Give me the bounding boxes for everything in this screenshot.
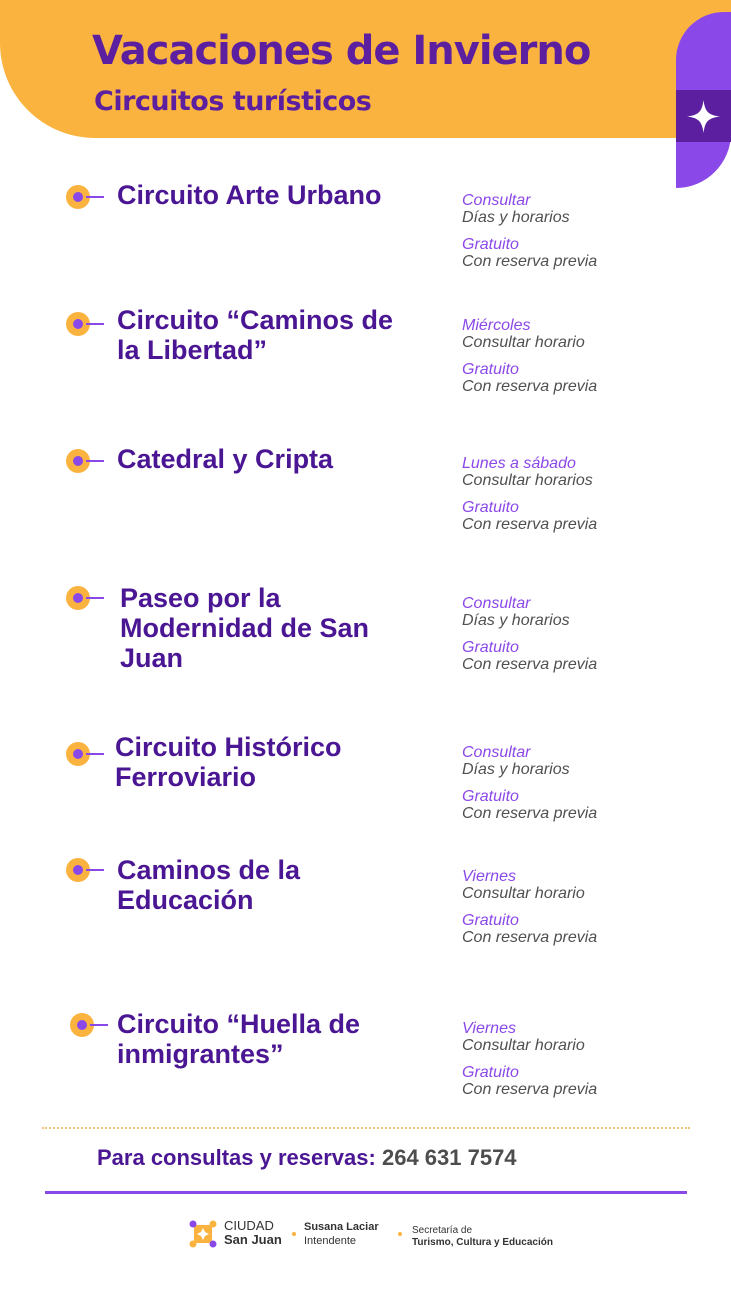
schedule-highlight: Consultar [462, 192, 531, 209]
dotted-divider [42, 1127, 690, 1129]
header-banner [0, 0, 731, 138]
circuit-name: Circuito Histórico Ferroviario [115, 732, 342, 792]
price-highlight: Gratuito [462, 639, 519, 656]
circuit-info [462, 595, 722, 673]
circuit-name: Circuito “Huella de inmigrantes” [117, 1009, 361, 1069]
schedule-highlight: Consultar [462, 744, 531, 761]
price-highlight: Gratuito [462, 912, 519, 929]
secretariat-line1: Secretaría de [412, 1225, 473, 1236]
circuit-name: Paseo por la Modernidad de San Juan [120, 583, 370, 673]
circuit-info [462, 744, 722, 822]
bullet-pin-icon [70, 1012, 110, 1038]
price-text: Con reserva previa [462, 378, 598, 395]
schedule-text: Consultar horario [462, 1037, 585, 1054]
circuit-info [462, 192, 722, 270]
price-text: Con reserva previa [462, 516, 598, 533]
schedule-highlight: Miércoles [462, 317, 531, 334]
schedule-text: Consultar horario [462, 885, 585, 902]
footer-divider [45, 1191, 687, 1194]
price-highlight: Gratuito [462, 1064, 519, 1081]
footer-separator-dot [292, 1232, 296, 1236]
circuit-info [462, 317, 722, 395]
corner-decoration [676, 12, 731, 188]
circuit-name: Caminos de la Educación [117, 855, 301, 915]
contact-line [97, 1145, 517, 1171]
price-text: Con reserva previa [462, 805, 598, 822]
circuit-info [462, 868, 722, 946]
contact-phone[interactable]: 264 631 7574 [381, 1145, 517, 1170]
bullet-pin-icon [66, 857, 106, 883]
mayor-name: Susana Laciar [304, 1221, 379, 1233]
bullet-pin-icon [66, 184, 106, 210]
schedule-text: Consultar horarios [462, 472, 593, 489]
schedule-highlight: Lunes a sábado [462, 455, 576, 472]
bullet-pin-icon [66, 311, 106, 337]
price-text: Con reserva previa [462, 656, 598, 673]
circuit-name: Circuito “Caminos de la Libertad” [117, 305, 394, 365]
schedule-text: Días y horarios [462, 612, 570, 629]
circuit-info [462, 455, 722, 533]
bullet-pin-icon [66, 585, 106, 611]
contact-label: Para consultas y reservas: [97, 1145, 376, 1170]
city-logo-line1: CIUDAD [224, 1218, 274, 1233]
price-highlight: Gratuito [462, 361, 519, 378]
secretariat-line2: Turismo, Cultura y Educación [412, 1237, 553, 1248]
schedule-text: Días y horarios [462, 209, 570, 226]
bullet-pin-icon [66, 741, 106, 767]
schedule-text: Consultar horario [462, 334, 585, 351]
schedule-highlight: Viernes [462, 868, 516, 885]
footer-separator-dot [398, 1232, 402, 1236]
price-highlight: Gratuito [462, 788, 519, 805]
circuit-info [462, 1020, 722, 1098]
bullet-pin-icon [66, 448, 106, 474]
price-text: Con reserva previa [462, 253, 598, 270]
schedule-text: Días y horarios [462, 761, 570, 778]
city-logo-line2: San Juan [224, 1232, 282, 1247]
circuit-name: Circuito Arte Urbano [117, 180, 382, 210]
page-subtitle: Circuitos turísticos [94, 86, 372, 117]
schedule-highlight: Consultar [462, 595, 531, 612]
sparkle-icon [686, 99, 721, 134]
price-text: Con reserva previa [462, 929, 598, 946]
price-text: Con reserva previa [462, 1081, 598, 1098]
ciudad-san-juan-logo-icon [188, 1219, 218, 1249]
price-highlight: Gratuito [462, 236, 519, 253]
mayor-role: Intendente [304, 1235, 356, 1247]
price-highlight: Gratuito [462, 499, 519, 516]
circuit-name: Catedral y Cripta [117, 444, 334, 474]
schedule-highlight: Viernes [462, 1020, 516, 1037]
page-title: Vacaciones de Invierno [92, 28, 591, 74]
